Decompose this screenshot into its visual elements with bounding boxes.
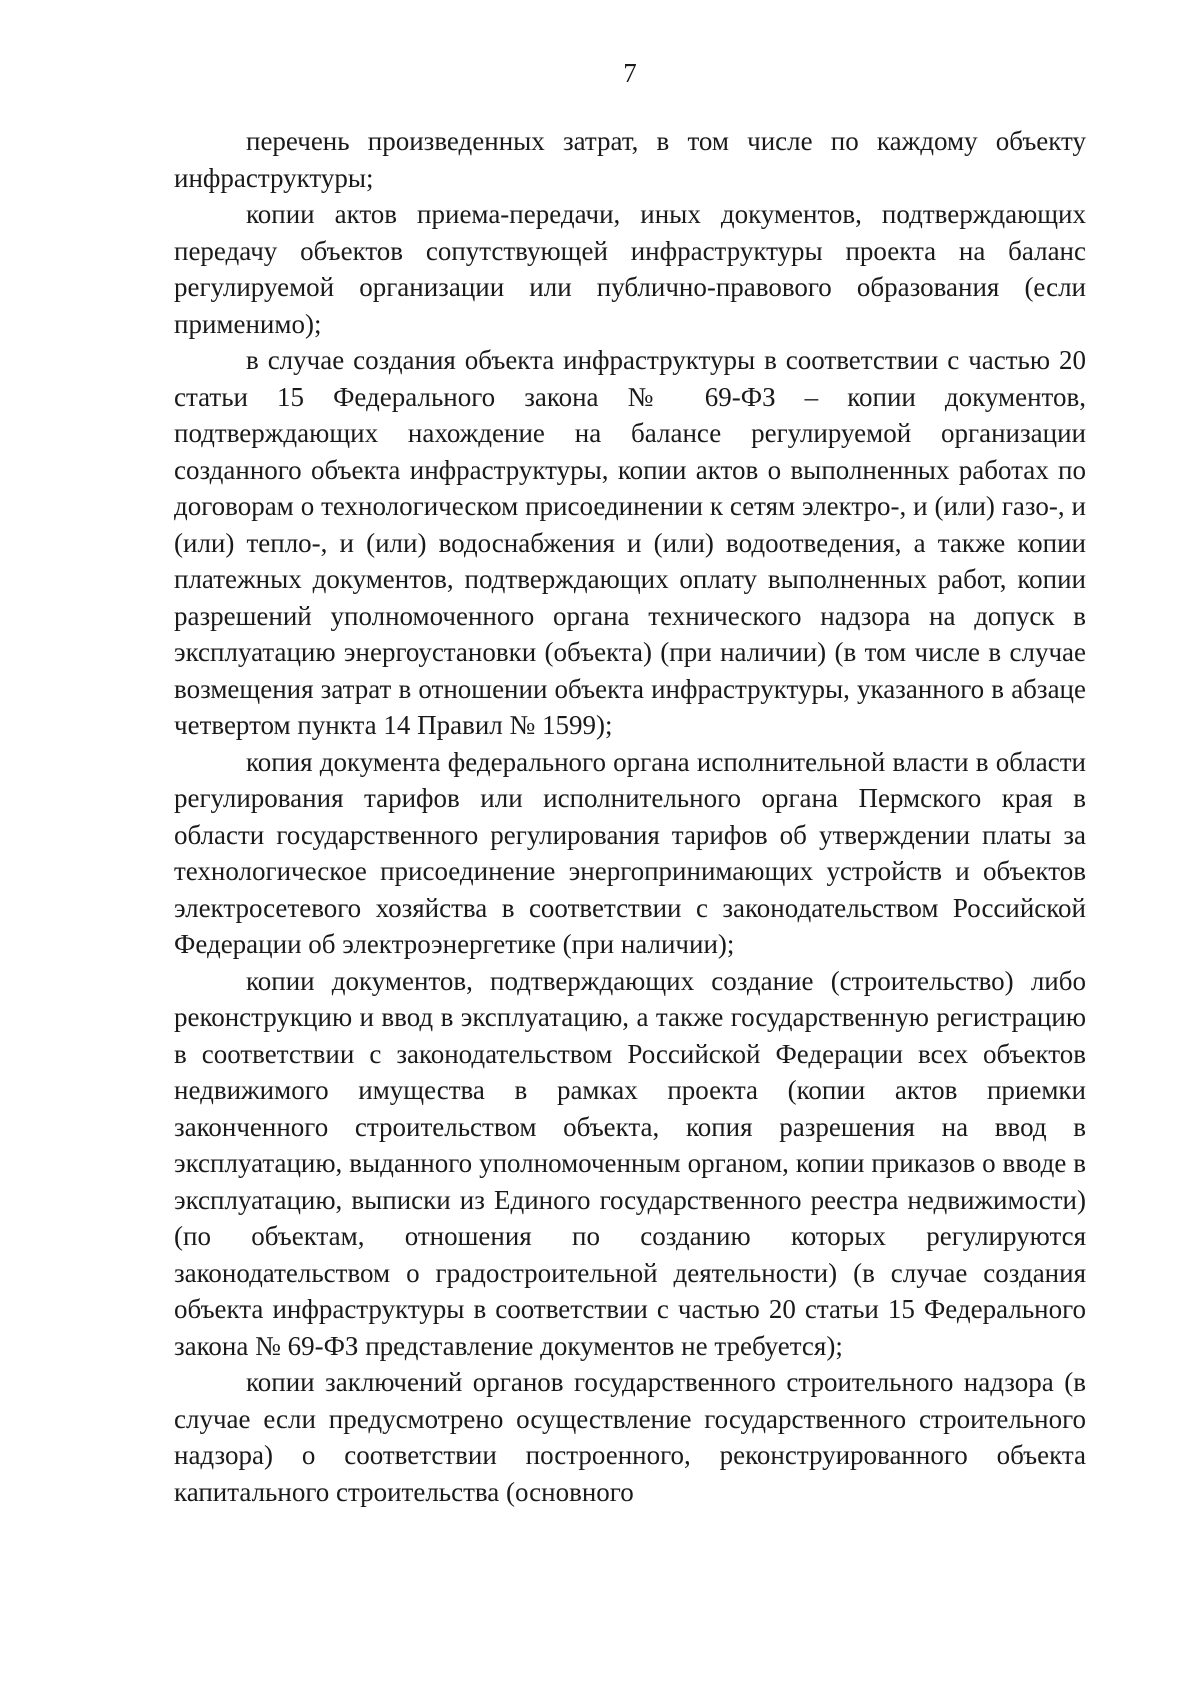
paragraph: копии заключений органов государственного строительного надзора (в случае если предусмотрено осуществление государственного строительного надзора) о соответствии построенного, реконструированного объекта капитального строительства (основного xyxy=(174,1367,1086,1507)
paragraph: перечень произведенных затрат, в том числе по каждому объекту инфраструктуры; xyxy=(174,126,1086,193)
paragraph: копия документа федерального органа исполнительной власти в области регулирования тарифов или исполнительного органа Пермского края в области государственного регулирования тарифов об утверждении платы за технологическое присоединение энергопринимающих устройств и объектов электросетевого хозяйства в соответствии с законодательством Российской Федерации об электроэнергетике (при наличии); xyxy=(174,746,1086,959)
paragraph: копии актов приема-передачи, иных документов, подтверждающих передачу объектов сопутствующей инфраструктуры проекта на баланс регулируемой организации или публично-правового образования (если применимо); xyxy=(174,199,1086,339)
paragraph: копии документов, подтверждающих создание (строительство) либо реконструкцию и ввод в эксплуатацию, а также государственную регистрацию в соответствии с законодательством Российской Федерации всех объектов недвижимого имущества в рамках проекта (копии актов приемки законченного строительством объекта, копия разрешения на ввод в эксплуатацию, выданного уполномоченным органом, копии приказов о вводе в эксплуатацию, выписки из Единого государственного реестра недвижимости) (по объектам, отношения по созданию которых регулируются законодательством о градостроительной деятельности) (в случае создания объекта инфраструктуры в соответствии с частью 20 статьи 15 Федерального закона № 69-ФЗ представление документов не требуется); xyxy=(174,965,1086,1361)
paragraph: в случае создания объекта инфраструктуры в соответствии с частью 20 статьи 15 Федерального закона № 69-ФЗ – копии документов, подтверждающих нахождение на балансе регулируемой организации созданного объекта инфраструктуры, копии актов о выполненных работах по договорам о технологическом присоединении к сетям электро-, и (или) газо-, и (или) тепло-, и (или) водоснабжения и (или) водоотведения, а также копии платежных документов, подтверждающих оплату выполненных работ, копии разрешений уполномоченного органа технического надзора на допуск в эксплуатацию энергоустановки (объекта) (при наличии) (в том числе в случае возмещения затрат в отношении объекта инфраструктуры, указанного в абзаце четвертом пункта 14 Правил № 1599); xyxy=(174,345,1086,740)
document-body xyxy=(174,123,1086,1510)
page-number: 7 xyxy=(623,58,637,88)
